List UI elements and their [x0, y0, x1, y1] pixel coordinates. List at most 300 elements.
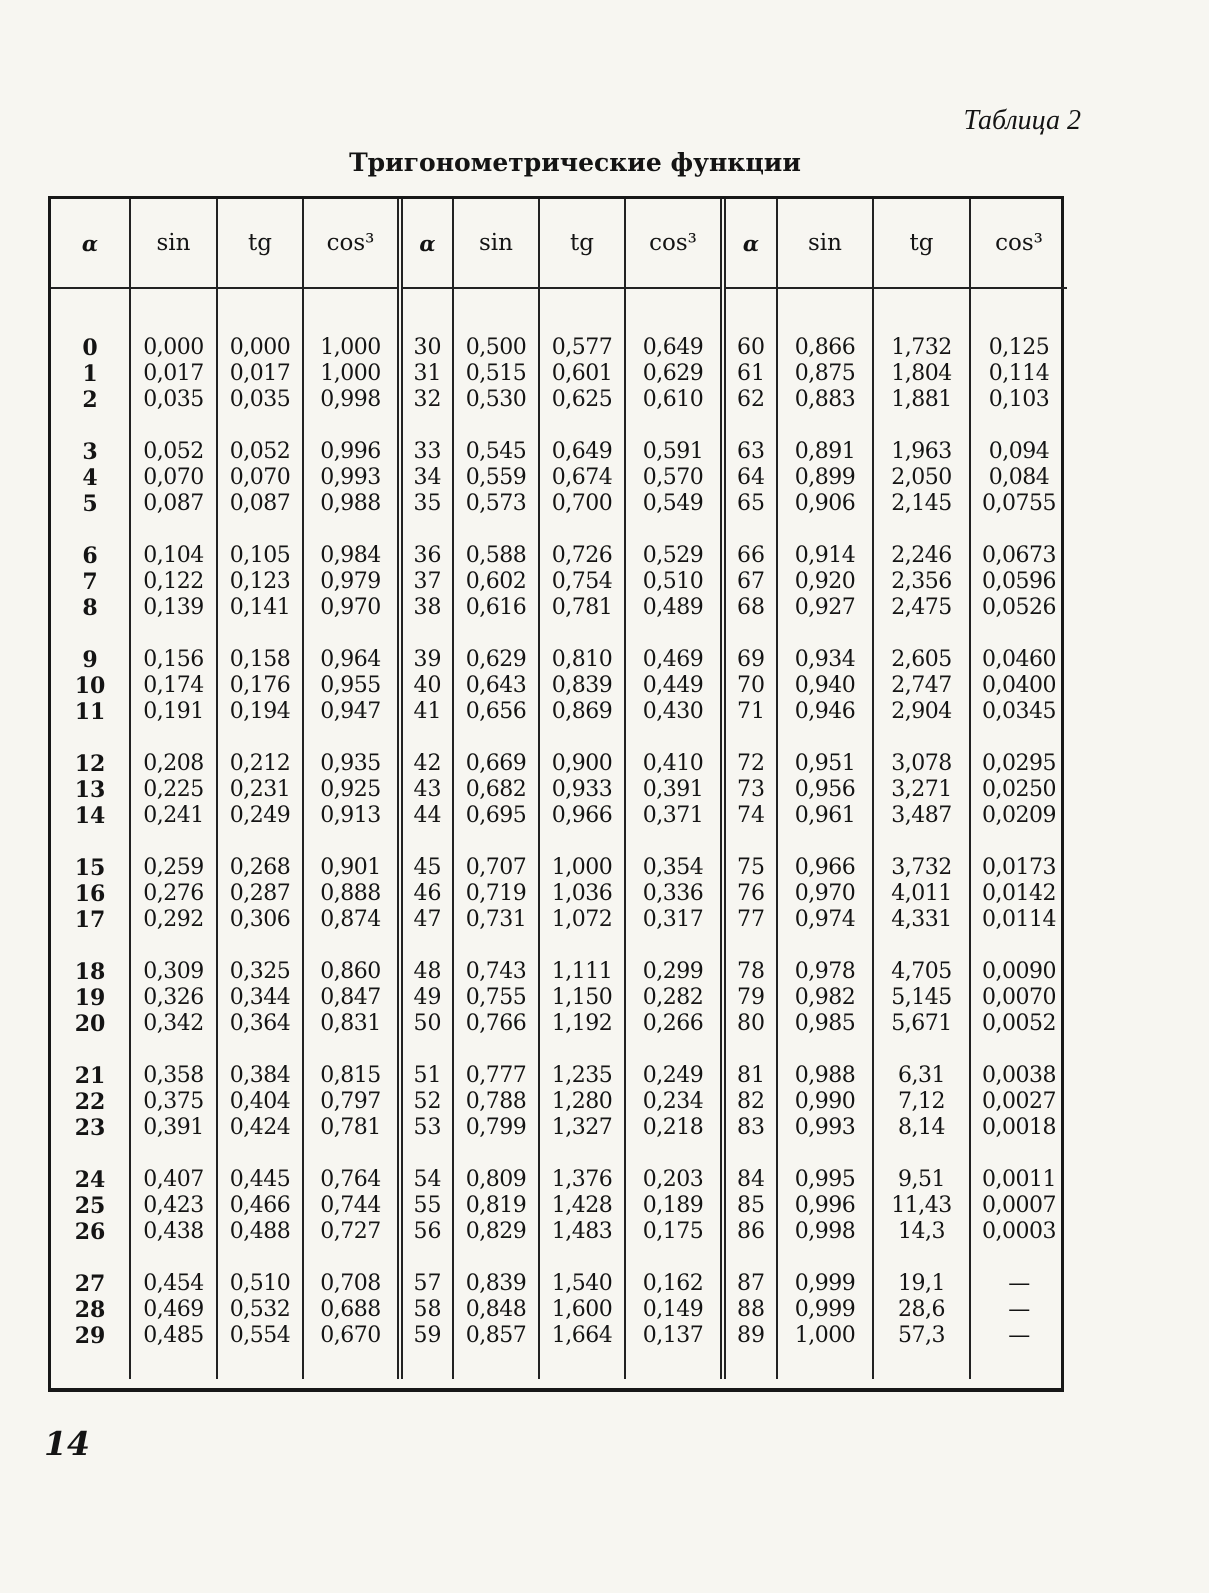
- sin-cell: 0,616: [453, 595, 539, 621]
- cos3-cell: 0,0007: [982, 1193, 1056, 1218]
- cos3-cell: 0,947: [303, 699, 400, 725]
- cos3-cell: 0,371: [625, 803, 723, 829]
- header-tg: tg: [873, 199, 970, 288]
- table-row: [51, 933, 1067, 985]
- cos3-cell: 0,317: [625, 907, 723, 933]
- table-row: [51, 1141, 1067, 1193]
- tg-cell: 0,424: [217, 1115, 303, 1141]
- cos3-cell: 1,000: [303, 288, 400, 361]
- sin-cell: 0,934: [777, 621, 873, 673]
- tg-cell: 0,466: [217, 1193, 303, 1219]
- sin-cell: 0,342: [130, 1011, 217, 1037]
- tg-cell: 2,356: [873, 569, 970, 595]
- tg-cell: 5,145: [873, 985, 970, 1011]
- sin-cell: 0,998: [777, 1219, 873, 1245]
- sin-cell: 0,052: [130, 413, 217, 465]
- header-cos3: cos³: [303, 199, 400, 288]
- sin-cell: 0,241: [130, 803, 217, 829]
- header-sin: sin: [777, 199, 873, 288]
- cos3-cell: 0,0027: [982, 1089, 1056, 1114]
- tg-cell: 0,869: [539, 699, 625, 725]
- cos3-cell: —: [1008, 1271, 1030, 1296]
- cos3-cell: 0,249: [625, 1037, 723, 1089]
- sin-cell: 0,515: [453, 361, 539, 387]
- sin-cell: 0,000: [130, 288, 217, 361]
- sin-cell: 0,999: [777, 1297, 873, 1323]
- alpha-cell: 36: [400, 517, 453, 569]
- sin-cell: 0,961: [777, 803, 873, 829]
- sin-cell: 0,995: [777, 1141, 873, 1193]
- sin-cell: 0,588: [453, 517, 539, 569]
- cos3-cell: 0,0295: [982, 751, 1056, 776]
- cos3-cell: 0,860: [303, 933, 400, 985]
- table-row: [51, 1219, 1067, 1245]
- header-cos3: cos³: [625, 199, 723, 288]
- tg-cell: 7,12: [873, 1089, 970, 1115]
- cos3-cell: 0,489: [625, 595, 723, 621]
- tg-cell: 1,072: [539, 907, 625, 933]
- sin-cell: 0,070: [130, 465, 217, 491]
- tg-cell: 11,43: [873, 1193, 970, 1219]
- cos3-cell: 0,0460: [982, 647, 1056, 672]
- cos3-cell: —: [1008, 1297, 1030, 1322]
- tg-cell: 0,933: [539, 777, 625, 803]
- tg-cell: 3,078: [873, 725, 970, 777]
- alpha-cell: 13: [51, 777, 130, 803]
- alpha-cell: 1: [51, 361, 130, 387]
- tg-cell: 2,747: [873, 673, 970, 699]
- alpha-cell: 72: [723, 725, 777, 777]
- alpha-cell: 88: [723, 1297, 777, 1323]
- sin-cell: 0,809: [453, 1141, 539, 1193]
- header-tg: tg: [217, 199, 303, 288]
- sin-cell: 0,602: [453, 569, 539, 595]
- alpha-cell: 43: [400, 777, 453, 803]
- alpha-cell: 56: [400, 1219, 453, 1245]
- sin-cell: 0,731: [453, 907, 539, 933]
- sin-cell: 0,951: [777, 725, 873, 777]
- sin-cell: 0,906: [777, 491, 873, 517]
- tg-cell: 6,31: [873, 1037, 970, 1089]
- cos3-cell: 0,0526: [982, 595, 1056, 620]
- sin-cell: 0,358: [130, 1037, 217, 1089]
- alpha-cell: 30: [400, 288, 453, 361]
- cos3-cell: 0,629: [625, 361, 723, 387]
- tg-cell: 9,51: [873, 1141, 970, 1193]
- sin-cell: 0,629: [453, 621, 539, 673]
- alpha-cell: 15: [51, 829, 130, 881]
- table-row: [51, 1115, 1067, 1141]
- sin-cell: 0,990: [777, 1089, 873, 1115]
- cos3-cell: 0,234: [625, 1089, 723, 1115]
- tg-cell: 3,487: [873, 803, 970, 829]
- table-row: [51, 699, 1067, 725]
- alpha-cell: 5: [51, 491, 130, 517]
- cos3-cell: 0,0018: [982, 1115, 1056, 1140]
- tg-cell: 2,475: [873, 595, 970, 621]
- tg-cell: 4,331: [873, 907, 970, 933]
- tg-cell: 1,280: [539, 1089, 625, 1115]
- table-row: [51, 387, 1067, 413]
- tg-cell: 0,212: [217, 725, 303, 777]
- table-label: Таблица 2: [963, 105, 1081, 136]
- header-row: [51, 199, 1067, 288]
- alpha-cell: 58: [400, 1297, 453, 1323]
- tg-cell: 0,754: [539, 569, 625, 595]
- header-tg: tg: [539, 199, 625, 288]
- sin-cell: 0,375: [130, 1089, 217, 1115]
- tg-cell: 0,554: [217, 1323, 303, 1379]
- alpha-cell: 74: [723, 803, 777, 829]
- alpha-cell: 62: [723, 387, 777, 413]
- sin-cell: 0,743: [453, 933, 539, 985]
- cos3-cell: 0,391: [625, 777, 723, 803]
- alpha-cell: 59: [400, 1323, 453, 1379]
- cos3-cell: 0,529: [625, 517, 723, 569]
- tg-cell: 2,605: [873, 621, 970, 673]
- alpha-cell: 34: [400, 465, 453, 491]
- alpha-cell: 67: [723, 569, 777, 595]
- table-row: [51, 803, 1067, 829]
- alpha-cell: 48: [400, 933, 453, 985]
- sin-cell: 0,391: [130, 1115, 217, 1141]
- alpha-cell: 44: [400, 803, 453, 829]
- tg-cell: 0,674: [539, 465, 625, 491]
- alpha-cell: 25: [51, 1193, 130, 1219]
- cos3-cell: 0,970: [303, 595, 400, 621]
- tg-cell: 0,052: [217, 413, 303, 465]
- alpha-cell: 63: [723, 413, 777, 465]
- tg-cell: 0,532: [217, 1297, 303, 1323]
- alpha-cell: 76: [723, 881, 777, 907]
- alpha-cell: 61: [723, 361, 777, 387]
- tg-cell: 1,036: [539, 881, 625, 907]
- cos3-cell: 0,955: [303, 673, 400, 699]
- alpha-cell: 31: [400, 361, 453, 387]
- tg-cell: 1,600: [539, 1297, 625, 1323]
- sin-cell: 0,755: [453, 985, 539, 1011]
- sin-cell: 1,000: [777, 1323, 873, 1379]
- sin-cell: 0,309: [130, 933, 217, 985]
- sin-cell: 0,993: [777, 1115, 873, 1141]
- sin-cell: 0,573: [453, 491, 539, 517]
- alpha-cell: 16: [51, 881, 130, 907]
- alpha-cell: 71: [723, 699, 777, 725]
- cos3-cell: 0,0003: [982, 1219, 1056, 1244]
- cos3-cell: 0,847: [303, 985, 400, 1011]
- alpha-cell: 69: [723, 621, 777, 673]
- tg-cell: 0,384: [217, 1037, 303, 1089]
- cos3-cell: 0,410: [625, 725, 723, 777]
- tg-cell: 0,141: [217, 595, 303, 621]
- alpha-cell: 28: [51, 1297, 130, 1323]
- sin-cell: 0,292: [130, 907, 217, 933]
- cos3-cell: 0,996: [303, 413, 400, 465]
- sin-cell: 0,920: [777, 569, 873, 595]
- cos3-cell: 0,510: [625, 569, 723, 595]
- sin-cell: 0,208: [130, 725, 217, 777]
- alpha-cell: 89: [723, 1323, 777, 1379]
- cos3-cell: 0,925: [303, 777, 400, 803]
- sin-cell: 0,139: [130, 595, 217, 621]
- tg-cell: 1,804: [873, 361, 970, 387]
- tg-cell: 0,176: [217, 673, 303, 699]
- cos3-cell: 0,094: [988, 439, 1050, 464]
- cos3-cell: 0,149: [625, 1297, 723, 1323]
- sin-cell: 0,839: [453, 1245, 539, 1297]
- sin-cell: 0,985: [777, 1011, 873, 1037]
- alpha-cell: 20: [51, 1011, 130, 1037]
- table-row: [51, 491, 1067, 517]
- tg-cell: 0,900: [539, 725, 625, 777]
- alpha-cell: 17: [51, 907, 130, 933]
- sin-cell: 0,946: [777, 699, 873, 725]
- sin-cell: 0,087: [130, 491, 217, 517]
- header-cos3: cos³: [970, 199, 1067, 288]
- cos3-cell: 0,354: [625, 829, 723, 881]
- tg-cell: 0,810: [539, 621, 625, 673]
- alpha-cell: 41: [400, 699, 453, 725]
- alpha-cell: 52: [400, 1089, 453, 1115]
- alpha-cell: 86: [723, 1219, 777, 1245]
- tg-cell: 0,249: [217, 803, 303, 829]
- tg-cell: 0,123: [217, 569, 303, 595]
- sin-cell: 0,970: [777, 881, 873, 907]
- cos3-cell: 0,0038: [982, 1063, 1056, 1088]
- tg-cell: 0,158: [217, 621, 303, 673]
- tg-cell: 0,000: [217, 288, 303, 361]
- tg-cell: 1,150: [539, 985, 625, 1011]
- cos3-cell: 0,993: [303, 465, 400, 491]
- sin-cell: 0,695: [453, 803, 539, 829]
- tg-cell: 0,404: [217, 1089, 303, 1115]
- sin-cell: 0,017: [130, 361, 217, 387]
- tg-cell: 2,904: [873, 699, 970, 725]
- table-row: [51, 985, 1067, 1011]
- sin-cell: 0,891: [777, 413, 873, 465]
- sin-cell: 0,857: [453, 1323, 539, 1379]
- sin-cell: 0,719: [453, 881, 539, 907]
- sin-cell: 0,848: [453, 1297, 539, 1323]
- alpha-cell: 50: [400, 1011, 453, 1037]
- cos3-cell: 0,815: [303, 1037, 400, 1089]
- cos3-cell: 0,162: [625, 1245, 723, 1297]
- cos3-cell: 0,449: [625, 673, 723, 699]
- sin-cell: 0,788: [453, 1089, 539, 1115]
- sin-cell: 0,276: [130, 881, 217, 907]
- cos3-cell: 0,998: [303, 387, 400, 413]
- cos3-cell: 0,0345: [982, 699, 1056, 724]
- alpha-cell: 70: [723, 673, 777, 699]
- alpha-cell: 38: [400, 595, 453, 621]
- alpha-cell: 18: [51, 933, 130, 985]
- sin-cell: 0,914: [777, 517, 873, 569]
- tg-cell: 4,011: [873, 881, 970, 907]
- alpha-cell: 4: [51, 465, 130, 491]
- tg-cell: 0,510: [217, 1245, 303, 1297]
- page-number: 14: [44, 1424, 90, 1463]
- tg-cell: 0,726: [539, 517, 625, 569]
- sin-cell: 0,174: [130, 673, 217, 699]
- alpha-cell: 55: [400, 1193, 453, 1219]
- alpha-cell: 26: [51, 1219, 130, 1245]
- sin-cell: 0,682: [453, 777, 539, 803]
- sin-cell: 0,819: [453, 1193, 539, 1219]
- tg-cell: 0,966: [539, 803, 625, 829]
- cos3-cell: 0,125: [988, 335, 1050, 360]
- sin-cell: 0,883: [777, 387, 873, 413]
- alpha-cell: 35: [400, 491, 453, 517]
- sin-cell: 0,669: [453, 725, 539, 777]
- tg-cell: 0,194: [217, 699, 303, 725]
- alpha-cell: 60: [723, 288, 777, 361]
- cos3-cell: 0,299: [625, 933, 723, 985]
- cos3-cell: 0,0070: [982, 985, 1056, 1010]
- cos3-cell: 0,988: [303, 491, 400, 517]
- sin-cell: 0,899: [777, 465, 873, 491]
- cos3-cell: 0,888: [303, 881, 400, 907]
- tg-cell: 8,14: [873, 1115, 970, 1141]
- alpha-cell: 79: [723, 985, 777, 1011]
- alpha-cell: 33: [400, 413, 453, 465]
- tg-cell: 0,445: [217, 1141, 303, 1193]
- sin-cell: 0,035: [130, 387, 217, 413]
- tg-cell: 0,268: [217, 829, 303, 881]
- tg-cell: 2,246: [873, 517, 970, 569]
- alpha-cell: 0: [51, 288, 130, 361]
- trig-table: [51, 199, 1067, 1379]
- alpha-cell: 51: [400, 1037, 453, 1089]
- tg-cell: 0,231: [217, 777, 303, 803]
- cos3-cell: 0,570: [625, 465, 723, 491]
- alpha-cell: 23: [51, 1115, 130, 1141]
- cos3-cell: 0,218: [625, 1115, 723, 1141]
- tg-cell: 3,732: [873, 829, 970, 881]
- cos3-cell: 0,935: [303, 725, 400, 777]
- sin-cell: 0,996: [777, 1193, 873, 1219]
- sin-cell: 0,500: [453, 288, 539, 361]
- sin-cell: 0,454: [130, 1245, 217, 1297]
- table-row: [51, 465, 1067, 491]
- tg-cell: 19,1: [873, 1245, 970, 1297]
- alpha-cell: 3: [51, 413, 130, 465]
- cos3-cell: 0,203: [625, 1141, 723, 1193]
- table-row: [51, 569, 1067, 595]
- sin-cell: 0,999: [777, 1245, 873, 1297]
- table-row: [51, 673, 1067, 699]
- tg-cell: 1,732: [873, 288, 970, 361]
- cos3-cell: 0,913: [303, 803, 400, 829]
- tg-cell: 0,017: [217, 361, 303, 387]
- alpha-cell: 11: [51, 699, 130, 725]
- cos3-cell: 0,0755: [982, 491, 1056, 516]
- table-row: [51, 1037, 1067, 1089]
- alpha-cell: 21: [51, 1037, 130, 1089]
- alpha-cell: 29: [51, 1323, 130, 1379]
- tg-cell: 0,105: [217, 517, 303, 569]
- table-row: [51, 361, 1067, 387]
- tg-cell: 0,625: [539, 387, 625, 413]
- alpha-cell: 87: [723, 1245, 777, 1297]
- alpha-cell: 2: [51, 387, 130, 413]
- sin-cell: 0,191: [130, 699, 217, 725]
- sin-cell: 0,799: [453, 1115, 539, 1141]
- cos3-cell: 0,084: [988, 465, 1050, 490]
- sin-cell: 0,469: [130, 1297, 217, 1323]
- cos3-cell: 0,0090: [982, 959, 1056, 984]
- alpha-cell: 47: [400, 907, 453, 933]
- cos3-cell: 0,649: [625, 288, 723, 361]
- alpha-cell: 40: [400, 673, 453, 699]
- sin-cell: 0,866: [777, 288, 873, 361]
- tg-cell: 0,781: [539, 595, 625, 621]
- table-row: [51, 1297, 1067, 1323]
- table-row: [51, 1089, 1067, 1115]
- cos3-cell: 0,282: [625, 985, 723, 1011]
- alpha-cell: 12: [51, 725, 130, 777]
- alpha-cell: 85: [723, 1193, 777, 1219]
- alpha-cell: 75: [723, 829, 777, 881]
- tg-cell: 1,376: [539, 1141, 625, 1193]
- tg-cell: 1,327: [539, 1115, 625, 1141]
- tg-cell: 0,700: [539, 491, 625, 517]
- cos3-cell: 0,103: [988, 387, 1050, 412]
- tg-cell: 0,601: [539, 361, 625, 387]
- table-row: [51, 777, 1067, 803]
- tg-cell: 0,488: [217, 1219, 303, 1245]
- sin-cell: 0,407: [130, 1141, 217, 1193]
- tg-cell: 1,664: [539, 1323, 625, 1379]
- cos3-cell: 0,336: [625, 881, 723, 907]
- tg-cell: 3,271: [873, 777, 970, 803]
- sin-cell: 0,643: [453, 673, 539, 699]
- sin-cell: 0,259: [130, 829, 217, 881]
- header-sin: sin: [453, 199, 539, 288]
- tg-cell: 1,000: [539, 829, 625, 881]
- cos3-cell: 0,781: [303, 1115, 400, 1141]
- page-title: Тригонометрические функции: [349, 148, 801, 177]
- cos3-cell: 0,0673: [982, 543, 1056, 568]
- table-row: [51, 829, 1067, 881]
- table-row: [51, 517, 1067, 569]
- sin-cell: 0,766: [453, 1011, 539, 1037]
- sin-cell: 0,559: [453, 465, 539, 491]
- cos3-cell: 0,708: [303, 1245, 400, 1297]
- cos3-cell: 0,688: [303, 1297, 400, 1323]
- cos3-cell: 0,0142: [982, 881, 1056, 906]
- table-row: [51, 621, 1067, 673]
- tg-cell: 0,287: [217, 881, 303, 907]
- sin-cell: 0,545: [453, 413, 539, 465]
- sin-cell: 0,974: [777, 907, 873, 933]
- sin-cell: 0,829: [453, 1219, 539, 1245]
- tg-cell: 1,111: [539, 933, 625, 985]
- tg-cell: 1,540: [539, 1245, 625, 1297]
- alpha-cell: 22: [51, 1089, 130, 1115]
- sin-cell: 0,875: [777, 361, 873, 387]
- sin-cell: 0,988: [777, 1037, 873, 1089]
- alpha-cell: 73: [723, 777, 777, 803]
- table-row: [51, 725, 1067, 777]
- tg-cell: 0,306: [217, 907, 303, 933]
- table-row: [51, 907, 1067, 933]
- tg-cell: 1,483: [539, 1219, 625, 1245]
- cos3-cell: 0,0173: [982, 855, 1056, 880]
- tg-cell: 4,705: [873, 933, 970, 985]
- sin-cell: 0,104: [130, 517, 217, 569]
- alpha-cell: 7: [51, 569, 130, 595]
- tg-cell: 1,192: [539, 1011, 625, 1037]
